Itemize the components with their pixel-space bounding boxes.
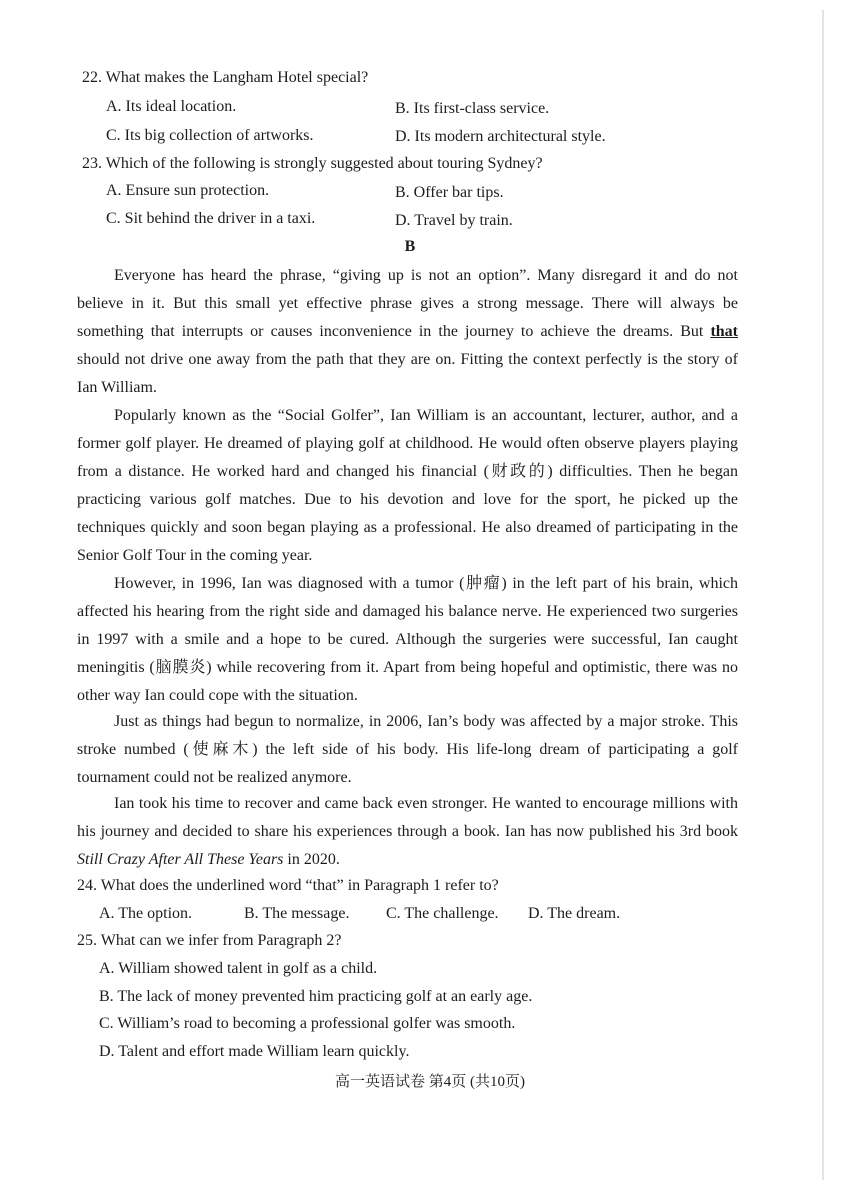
question-25-option-d: D. Talent and effort made William learn quickly.	[99, 1043, 410, 1060]
question-25: 25. What can we infer from Paragraph 2?	[77, 932, 342, 949]
question-25-option-c: C. William’s road to becoming a professional golfer was smooth.	[99, 1015, 516, 1032]
question-22-option-a: A. Its ideal location.	[106, 98, 237, 115]
question-22-option-c: C. Its big collection of artworks.	[106, 127, 314, 144]
p1-text-after: should not drive one away from the path that they are on. Fitting the context perfectly is the story of Ian William.	[77, 351, 738, 396]
question-25-option-b: B. The lack of money prevented him practicing golf at an early age.	[99, 988, 533, 1005]
question-24-option-c: C. The challenge.	[386, 905, 499, 922]
p2-text: Popularly known as the “Social Golfer”, Ian William is an accountant, lecturer, author, and a former golf player. He dreamed of playing golf at childhood. He would often observe players playing from a distance. He worked hard and changed his financial (财政的) difficulties. Then he began practicing various golf matches. Due to his devotion and love for the sport, he picked up the techniques quickly and soon began playing as a professional. He also dreamed of participating in the Senior Golf Tour in the coming year.	[77, 407, 738, 564]
question-23-option-d: D. Travel by train.	[395, 212, 513, 229]
question-23-option-c: C. Sit behind the driver in a taxi.	[106, 210, 316, 227]
underlined-word: that	[710, 323, 738, 340]
p4-text: Just as things had begun to normalize, in 2006, Ian’s body was affected by a major stroke. This stroke numbed (使麻木) the left side of his body. His life-long dream of participating a golf tournament could not be realized anymore.	[77, 713, 738, 786]
passage-paragraph-2	[77, 402, 738, 570]
book-title: Still Crazy After All These Years	[77, 851, 284, 868]
passage-paragraph-5	[77, 790, 738, 874]
scan-edge-line	[822, 10, 824, 1180]
question-24: 24. What does the underlined word “that” in Paragraph 1 refer to?	[77, 877, 499, 894]
question-22-option-b: B. Its first-class service.	[395, 100, 550, 117]
p3-text: However, in 1996, Ian was diagnosed with a tumor (肿瘤) in the left part of his brain, which affected his hearing from the right side and damaged his balance nerve. He experienced two surgeries in 1997 with a smile and a hope to be cured. Although the surgeries were successful, Ian caught meningitis (脑膜炎) while recovering from it. Apart from being hopeful and optimistic, there was no other way Ian could cope with the situation.	[77, 575, 738, 704]
section-label: B	[404, 238, 416, 255]
question-22: 22. What makes the Langham Hotel special?	[82, 69, 369, 86]
passage-paragraph-1	[77, 262, 738, 402]
passage-paragraph-3	[77, 570, 738, 710]
question-24-option-a: A. The option.	[99, 905, 193, 922]
p1-text-before: Everyone has heard the phrase, “giving up is not an option”. Many disregard it and do not believe in it. But this small yet effective phrase gives a strong message. There will always be something that interrupts or causes inconvenience in the journey to achieve the dreams. But	[77, 267, 738, 340]
question-23-option-b: B. Offer bar tips.	[395, 184, 504, 201]
question-25-option-a: A. William showed talent in golf as a child.	[99, 960, 378, 977]
question-24-option-d: D. The dream.	[528, 905, 621, 922]
p5-text-before: Ian took his time to recover and came back even stronger. He wanted to encourage millions with his journey and decided to share his experiences through a book. Ian has now published his 3rd book	[77, 795, 738, 840]
question-23-option-a: A. Ensure sun protection.	[106, 182, 270, 199]
question-22-option-d: D. Its modern architectural style.	[395, 128, 606, 145]
p5-text-after: in 2020.	[283, 851, 340, 868]
question-24-option-b: B. The message.	[244, 905, 350, 922]
page-footer: 高一英语试卷 第4页 (共10页)	[335, 1074, 525, 1090]
passage-paragraph-4	[77, 708, 738, 792]
question-23: 23. Which of the following is strongly suggested about touring Sydney?	[82, 155, 543, 172]
